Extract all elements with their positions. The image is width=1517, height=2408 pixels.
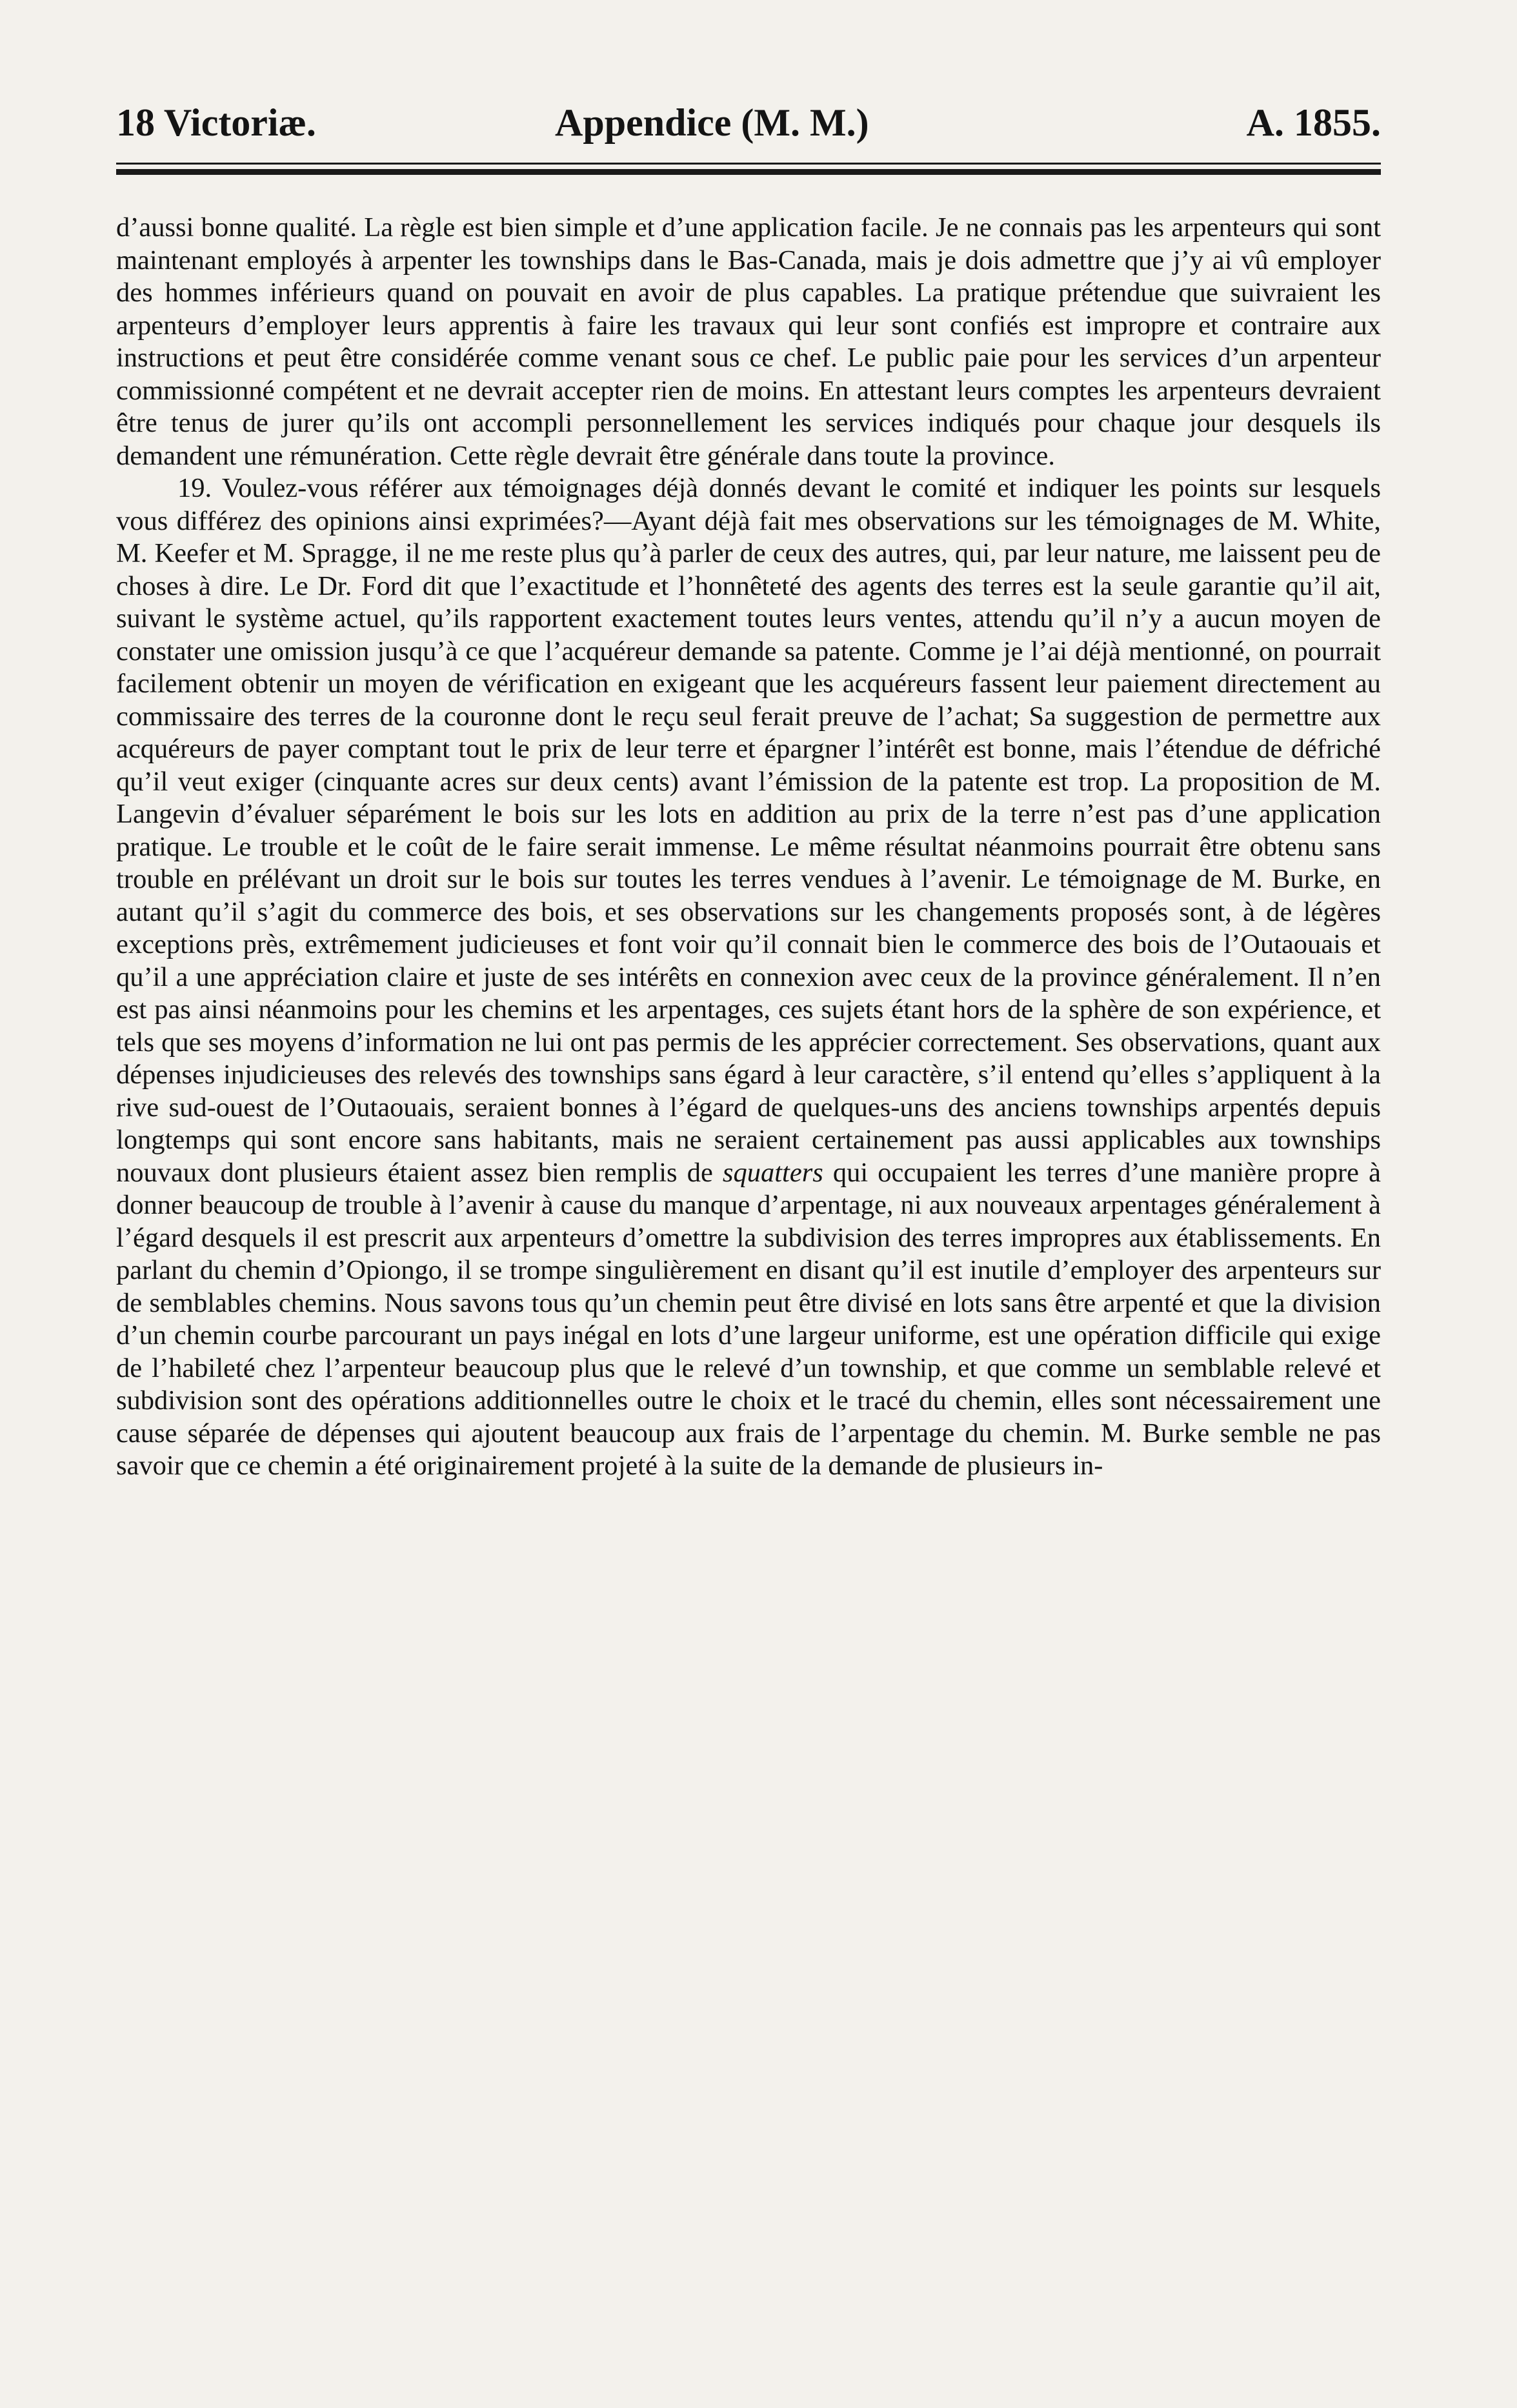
header-rule-thin xyxy=(116,163,1381,165)
header-appendix: Appendice (M. M.) xyxy=(555,101,869,144)
running-header xyxy=(116,90,1381,155)
header-year: A. 1855. xyxy=(1246,101,1381,144)
body-text xyxy=(116,212,1381,1483)
header-rule-thick xyxy=(116,169,1381,175)
italic-term-squatters: squatters xyxy=(722,1157,823,1188)
paragraph-continued: d’aussi bonne qualité. La règle est bien simple et d’une application facile. Je ne connais pas les arpenteurs qui sont maintenant employés à arpenter les townships dans le Bas-Canada, mais je dois admettre que j’y ai vû employer des hommes inférieurs quand on pouvait en avoir de plus capables. La pratique prétendue que suivraient les arpenteurs d’employer leurs apprentis à faire les travaux qui leur sont confiés est impropre et contraire aux instructions et peut être considérée comme venant sous ce chef. Le public paie pour les services d’un arpenteur commissionné compétent et ne devrait accepter rien de moins. En attestant leurs comptes les arpenteurs devraient être tenus de jurer qu’ils ont accompli personnellement les services indiqués pour chaque jour desquels ils demandent une rémunération. Cette règle devrait être générale dans toute la province. xyxy=(116,212,1381,471)
header-session: 18 Victoriæ. xyxy=(116,101,316,144)
paragraph-19-text-a: 19. Voulez-vous référer aux témoignages déjà donnés devant le comité et indiquer les points sur lesquels vous différez des opinions ainsi exprimées?—Ayant déjà fait mes observations sur les témoignages de M. White, M. Keefer et M. Spragge, il ne me reste plus qu’à parler de ceux des autres, qui, par leur nature, me laissent peu de choses à dire. Le Dr. Ford dit que l’exactitude et l’honnêteté des agents des terres est la seule garantie qu’il ait, suivant le système actuel, qu’ils rapportent exactement toutes leurs ventes, attendu qu’il n’y a aucun moyen de constater une omission jusqu’à ce que l’acquéreur demande sa patente. Comme je l’ai déjà mentionné, on pourrait facilement obtenir un moyen de vérification en exigeant que les acquéreurs fassent leur paiement directement au commissaire des terres de la couronne dont le reçu seul ferait preuve de l’achat; Sa suggestion de permettre aux acquéreurs de payer comptant tout le prix de leur terre et épargner l’intérêt est bonne, mais l’étendue de défriché qu’il veut exiger (cinquante acres sur deux cents) avant l’émission de la patente est trop. La proposition de M. Langevin d’évaluer séparément le bois sur les lots en addition au prix de la terre n’est pas d’une application pratique. Le trouble et le coût de le faire serait immense. Le même résultat néanmoins pourrait être obtenu sans trouble en prélévant un droit sur le bois sur toutes les terres vendues à l’avenir. Le témoignage de M. Burke, en autant qu’il s’agit du commerce des bois, et ses observations sur les changements proposés sont, à de légères exceptions près, extrêmement judicieuses et font voir qu’il connait bien le commerce des bois de l’Outaouais et qu’il a une appréciation claire et juste de ses intérêts en connexion avec ceux de la province généralement. Il n’en est pas ainsi néanmoins pour les chemins et les arpentages, ces sujets étant hors de la sphère de son expérience, et tels que ses moyens d’information ne lui ont pas permis de les apprécier correctement. Ses observations, quant aux dépenses injudicieuses des relevés des townships sans égard à leur caractère, s’il entend qu’elles s’appliquent à la rive sud-ouest de l’Outaouais, seraient bonnes à l’égard de quelques-uns des anciens townships arpentés depuis longtemps qui sont encore sans habitants, mais ne seraient certainement pas aussi applicables aux townships nouvaux dont plusieurs étaient assez bien remplis de xyxy=(116,473,1381,1188)
paragraph-question-19 xyxy=(116,472,1381,1483)
document-page xyxy=(116,90,1381,2349)
paragraph-19-text-b: qui occupaient les terres d’une manière propre à donner beaucoup de trouble à l’avenir à cause du manque d’arpentage, ni aux nouveaux arpentages généralement à l’égard desquels il est prescrit aux arpenteurs d’omettre la subdivision des terres impropres aux établissements. En parlant du chemin d’Opiongo, il se trompe singulièrement en disant qu’il est inutile d’employer des arpenteurs sur de semblables chemins. Nous savons tous qu’un chemin peut être divisé en lots sans être arpenté et que la division d’un chemin courbe parcourant un pays inégal en lots d’une largeur uniforme, est une opération difficile qui exige de l’habileté chez l’arpenteur beaucoup plus que le relevé d’un township, et que comme un semblable relevé et subdivision sont des opérations additionnelles outre le choix et le tracé du chemin, elles sont nécessairement une cause séparée de dépenses qui ajoutent beaucoup aux frais de l’arpentage du chemin. M. Burke semble ne pas savoir que ce chemin a été originairement projeté à la suite de la demande de plusieurs in- xyxy=(116,1157,1381,1481)
